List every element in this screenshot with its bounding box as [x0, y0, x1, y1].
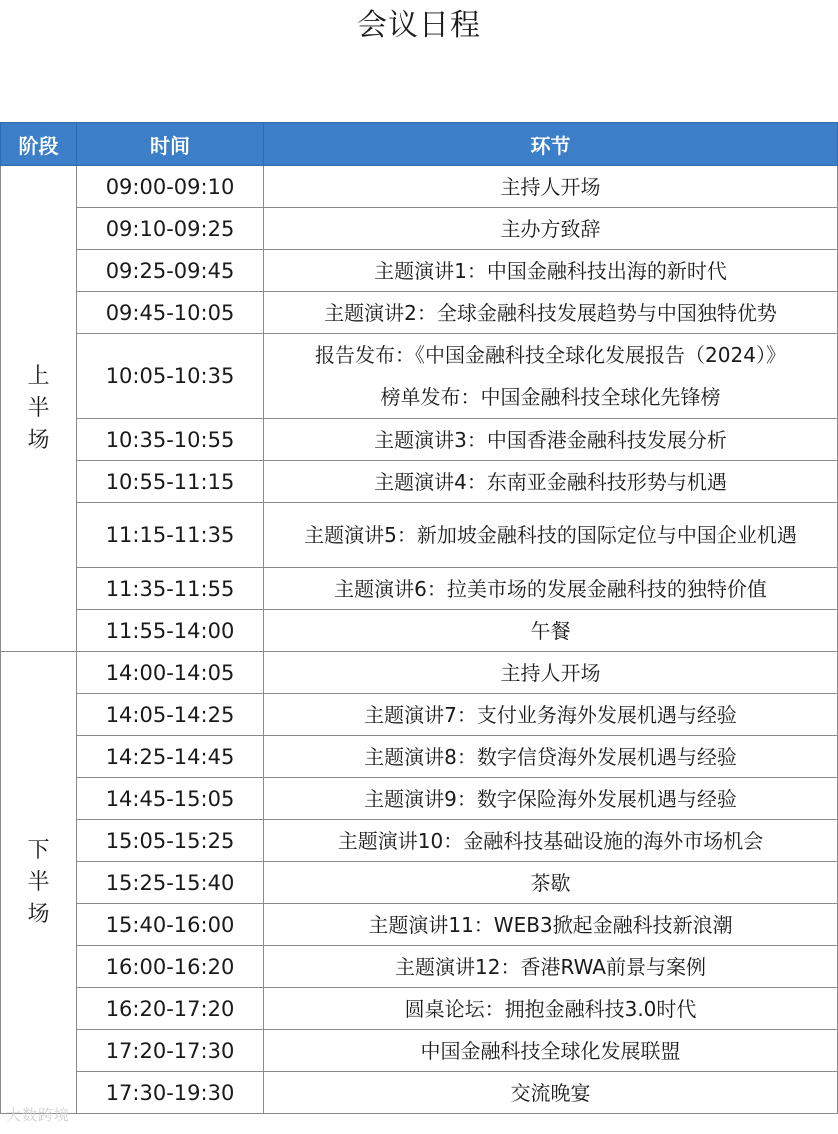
time-cell: 16:00-16:20: [77, 946, 264, 988]
agenda-row: [1, 334, 838, 419]
agenda-row: [1, 736, 838, 778]
segment-cell: [264, 694, 838, 736]
time-cell: 10:55-11:15: [77, 461, 264, 503]
time-cell: 14:25-14:45: [77, 736, 264, 778]
segment-text: 主题演讲4：东南亚金融科技形势与机遇: [374, 469, 727, 494]
segment-text: 主题演讲11：WEB3掀起金融科技新浪潮: [368, 912, 733, 937]
segment-text: 主题演讲8：数字信贷海外发展机遇与经验: [364, 744, 737, 769]
segment-text: 榜单发布：中国金融科技全球化先锋榜: [380, 385, 721, 409]
segment-cell: [264, 461, 838, 503]
segment-text: 中国金融科技全球化发展联盟: [420, 1038, 681, 1063]
segment-cell: [264, 250, 838, 292]
agenda-row: [1, 1072, 838, 1114]
header-row: [1, 123, 838, 166]
time-cell: 15:40-16:00: [77, 904, 264, 946]
segment-cell: [264, 610, 838, 652]
segment-cell: [264, 862, 838, 904]
segment-cell: [264, 166, 838, 208]
agenda-row: [1, 568, 838, 610]
time-cell: 09:25-09:45: [77, 250, 264, 292]
segment-cell: [264, 988, 838, 1030]
segment-text: 主持人开场: [500, 174, 601, 199]
segment-cell: [264, 946, 838, 988]
agenda-body: [1, 166, 838, 1114]
segment-cell: [264, 652, 838, 694]
time-cell: 11:15-11:35: [77, 503, 264, 568]
time-cell: 14:05-14:25: [77, 694, 264, 736]
time-cell: 11:35-11:55: [77, 568, 264, 610]
agenda-row: [1, 461, 838, 503]
agenda-row: [1, 166, 838, 208]
agenda-row: [1, 208, 838, 250]
agenda-row: [1, 652, 838, 694]
segment-cell: [264, 419, 838, 461]
agenda-row: [1, 946, 838, 988]
segment-text: 主题演讲1：中国金融科技出海的新时代: [374, 258, 727, 283]
agenda-table: [0, 122, 838, 1114]
segment-text: 主题演讲6：拉美市场的发展金融科技的独特价值: [334, 576, 767, 601]
agenda-row: [1, 292, 838, 334]
segment-text: 主题演讲7：支付业务海外发展机遇与经验: [364, 702, 737, 727]
agenda-row: [1, 988, 838, 1030]
time-cell: 10:05-10:35: [77, 334, 264, 419]
agenda-row: [1, 250, 838, 292]
page-title: 会议日程: [357, 8, 481, 43]
segment-cell: [264, 208, 838, 250]
segment-text: 主题演讲5：新加坡金融科技的国际定位与中国企业机遇: [304, 523, 797, 547]
agenda-row: [1, 1030, 838, 1072]
segment-cell: [264, 778, 838, 820]
phase-first-half: [1, 166, 77, 652]
segment-cell: [264, 503, 838, 568]
time-cell: 17:30-19:30: [77, 1072, 264, 1114]
agenda-row: [1, 862, 838, 904]
segment-cell: [264, 334, 838, 419]
time-cell: 10:35-10:55: [77, 419, 264, 461]
segment-text: 报告发布：《中国金融科技全球化发展报告（2024）》: [315, 343, 786, 367]
agenda-row: [1, 778, 838, 820]
segment-cell: [264, 568, 838, 610]
segment-text: 交流晚宴: [510, 1080, 591, 1105]
time-cell: 16:20-17:20: [77, 988, 264, 1030]
segment-cell: [264, 1030, 838, 1072]
agenda-row: [1, 904, 838, 946]
segment-cell: [264, 820, 838, 862]
agenda-row: [1, 694, 838, 736]
time-cell: 15:25-15:40: [77, 862, 264, 904]
time-cell: 15:05-15:25: [77, 820, 264, 862]
phase-label: 上半场: [27, 363, 50, 453]
agenda-row: [1, 610, 838, 652]
header-segment: 环节: [264, 123, 838, 166]
segment-text: 主题演讲3：中国香港金融科技发展分析: [374, 427, 727, 452]
time-cell: 11:55-14:00: [77, 610, 264, 652]
segment-text: 主题演讲12：香港RWA前景与案例: [395, 954, 706, 979]
time-cell: 14:45-15:05: [77, 778, 264, 820]
phase-second-half: [1, 652, 77, 1114]
segment-cell: [264, 736, 838, 778]
segment-text: 主题演讲9：数字保险海外发展机遇与经验: [364, 786, 737, 811]
segment-text: 茶歇: [530, 870, 571, 895]
time-cell: 09:00-09:10: [77, 166, 264, 208]
segment-text: 主题演讲10：金融科技基础设施的海外市场机会: [337, 828, 764, 853]
time-cell: 17:20-17:30: [77, 1030, 264, 1072]
time-cell: 09:10-09:25: [77, 208, 264, 250]
agenda-row: [1, 503, 838, 568]
segment-cell: [264, 904, 838, 946]
segment-cell: [264, 292, 838, 334]
agenda-row: [1, 820, 838, 862]
segment-text: 主持人开场: [500, 660, 601, 685]
agenda-row: [1, 419, 838, 461]
header-phase: 阶段: [1, 123, 77, 166]
segment-cell: [264, 1072, 838, 1114]
watermark: 大数跨境: [6, 1106, 71, 1124]
segment-text: 主题演讲2：全球金融科技发展趋势与中国独特优势: [324, 300, 777, 325]
time-cell: 09:45-10:05: [77, 292, 264, 334]
segment-text: 午餐: [530, 618, 571, 643]
time-cell: 14:00-14:05: [77, 652, 264, 694]
header-time: 时间: [77, 123, 264, 166]
phase-label: 下半场: [27, 837, 50, 927]
segment-text: 圆桌论坛：拥抱金融科技3.0时代: [404, 996, 697, 1021]
segment-text: 主办方致辞: [500, 216, 601, 241]
